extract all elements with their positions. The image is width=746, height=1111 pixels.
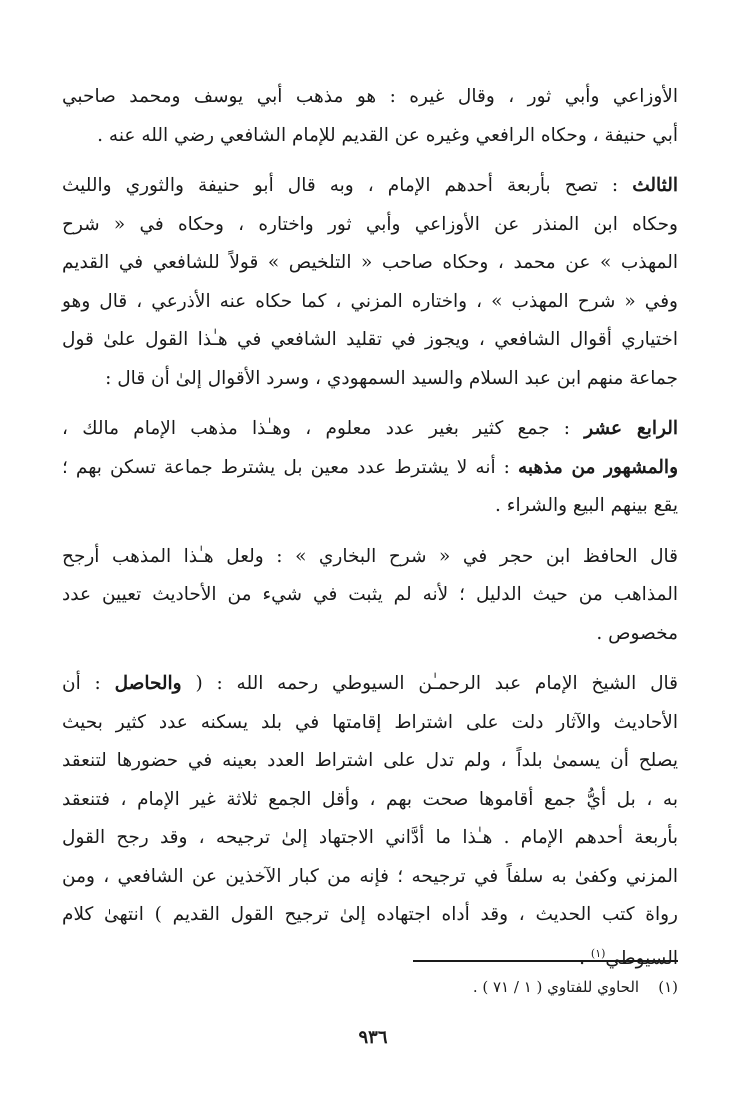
- text-segment: المهذب » عن محمد ، وحكاه صاحب « التلخيص » قولاً للشافعي في القديم: [62, 252, 678, 273]
- text-segment: يقع بينهم البيع والشراء .: [495, 495, 678, 516]
- text-segment: بأربعة أحدهم الإمام . هـٰذا ما أدَّاني الاجتهاد إلىٰ ترجيحه ، وقد رجح القول: [62, 827, 678, 848]
- heading-term: الرابع عشر: [584, 418, 678, 439]
- text-segment: .: [579, 947, 591, 969]
- footnote-ref: (١): [590, 946, 606, 960]
- text-line: [62, 896, 678, 935]
- heading-term: الثالث: [632, 175, 678, 196]
- text-segment: المذاهب من حيث الدليل ؛ لأنه لم يثبت في شيء من الأحاديث تعيين عدد: [62, 584, 678, 605]
- text-line: [62, 117, 678, 156]
- text-line: [62, 206, 678, 245]
- text-segment: رواة كتب الحديث ، وقد أداه اجتهاده إلىٰ ترجيح القول القديم ) انتهىٰ كلام: [62, 904, 678, 925]
- paragraph-gap: [62, 398, 678, 410]
- paragraph: [62, 167, 678, 398]
- text-line: [62, 360, 678, 399]
- text-segment: : أن: [62, 673, 115, 694]
- paragraph: [62, 665, 678, 978]
- text-segment: قال الشيخ الإمام عبد الرحمـٰن السيوطي رحمه الله : (: [181, 673, 678, 694]
- text-line: [62, 321, 678, 360]
- paragraph: [62, 538, 678, 654]
- heading-term: والمشهور من مذهبه: [517, 456, 678, 478]
- text-segment: جماعة منهم ابن عبد السلام والسيد السمهودي ، وسرد الأقوال إلىٰ أن قال :: [105, 367, 678, 389]
- paragraph: [62, 410, 678, 526]
- text-segment: : أنه لا يشترط عدد معين بل يشترط جماعة تسكن بهم ؛: [62, 456, 518, 478]
- text-segment: قال الحافظ ابن حجر في « شرح البخاري » : ولعل هـٰذا المذهب أرجح: [62, 545, 678, 567]
- text-line: [62, 78, 678, 117]
- text-line: [62, 935, 678, 979]
- text-segment: وحكاه ابن المنذر عن الأوزاعي وأبي ثور واختاره ، وحكاه في « شرح: [62, 213, 678, 235]
- paragraph-gap: [62, 155, 678, 167]
- text-line: [62, 244, 678, 283]
- page-number: ٩٣٦: [358, 1027, 388, 1048]
- text-line: [62, 742, 678, 781]
- text-segment: الأوزاعي وأبي ثور ، وقال غيره : هو مذهب أبي يوسف ومحمد صاحبي: [62, 86, 678, 107]
- footnote-marker: (١): [658, 978, 678, 996]
- text-segment: به ، بل أيُّ جمع أقاموها صحت بهم ، وأقل الجمع ثلاثة غير الإمام ، فتنعقد: [62, 788, 678, 810]
- text-line: [62, 167, 678, 206]
- text-segment: : جمع كثير بغير عدد معلوم ، وهـٰذا مذهب الإمام مالك ،: [62, 418, 585, 439]
- text-segment: الأحاديث والآثار دلت على اشتراط إقامتها في بلد يسكنه عدد كثير بحيث: [62, 711, 678, 733]
- text-line: [62, 487, 678, 526]
- text-segment: المزني وكفىٰ به سلفاً في ترجيحه ؛ فإنه من كبار الآخذين عن الشافعي ، ومن: [62, 865, 678, 887]
- text-line: [62, 819, 678, 858]
- paragraph-gap: [62, 653, 678, 665]
- heading-term: والحاصل: [114, 673, 182, 694]
- footnote-text: الحاوي للفتاوي ( ١ / ٧١ ) .: [472, 978, 640, 996]
- text-segment: اختياري أقوال الشافعي ، ويجوز في تقليد الشافعي في هـٰذا القول علىٰ قول: [62, 329, 678, 350]
- paragraph-gap: [62, 526, 678, 538]
- text-segment: أبي حنيفة ، وحكاه الرافعي وغيره عن القديم للإمام الشافعي رضي الله عنه .: [97, 124, 678, 146]
- text-line: [62, 615, 678, 654]
- text-segment: وفي « شرح المهذب » ، واختاره المزني ، كما حكاه عنه الأذرعي ، قال وهو: [62, 290, 678, 312]
- text-segment: مخصوص .: [596, 622, 678, 644]
- main-text: [62, 78, 678, 978]
- text-line: [62, 858, 678, 897]
- text-line: [62, 704, 678, 743]
- paragraph: [62, 78, 678, 155]
- footnote-separator: [413, 960, 678, 962]
- text-line: [62, 410, 678, 449]
- text-segment: : تصح بأربعة أحدهم الإمام ، وبه قال أبو حنيفة والثوري والليث: [62, 175, 633, 196]
- text-line: [62, 665, 678, 704]
- text-segment: يصلح أن يسمىٰ بلداً ، ولم تدل على اشتراط العدد بعينه في حضورها لتنعقد: [62, 750, 678, 771]
- text-line: [62, 283, 678, 322]
- text-line: [62, 538, 678, 577]
- text-line: [62, 576, 678, 615]
- text-line: [62, 781, 678, 820]
- footnote: [473, 978, 678, 996]
- text-segment: السيوطي: [605, 947, 678, 969]
- text-line: [62, 449, 678, 488]
